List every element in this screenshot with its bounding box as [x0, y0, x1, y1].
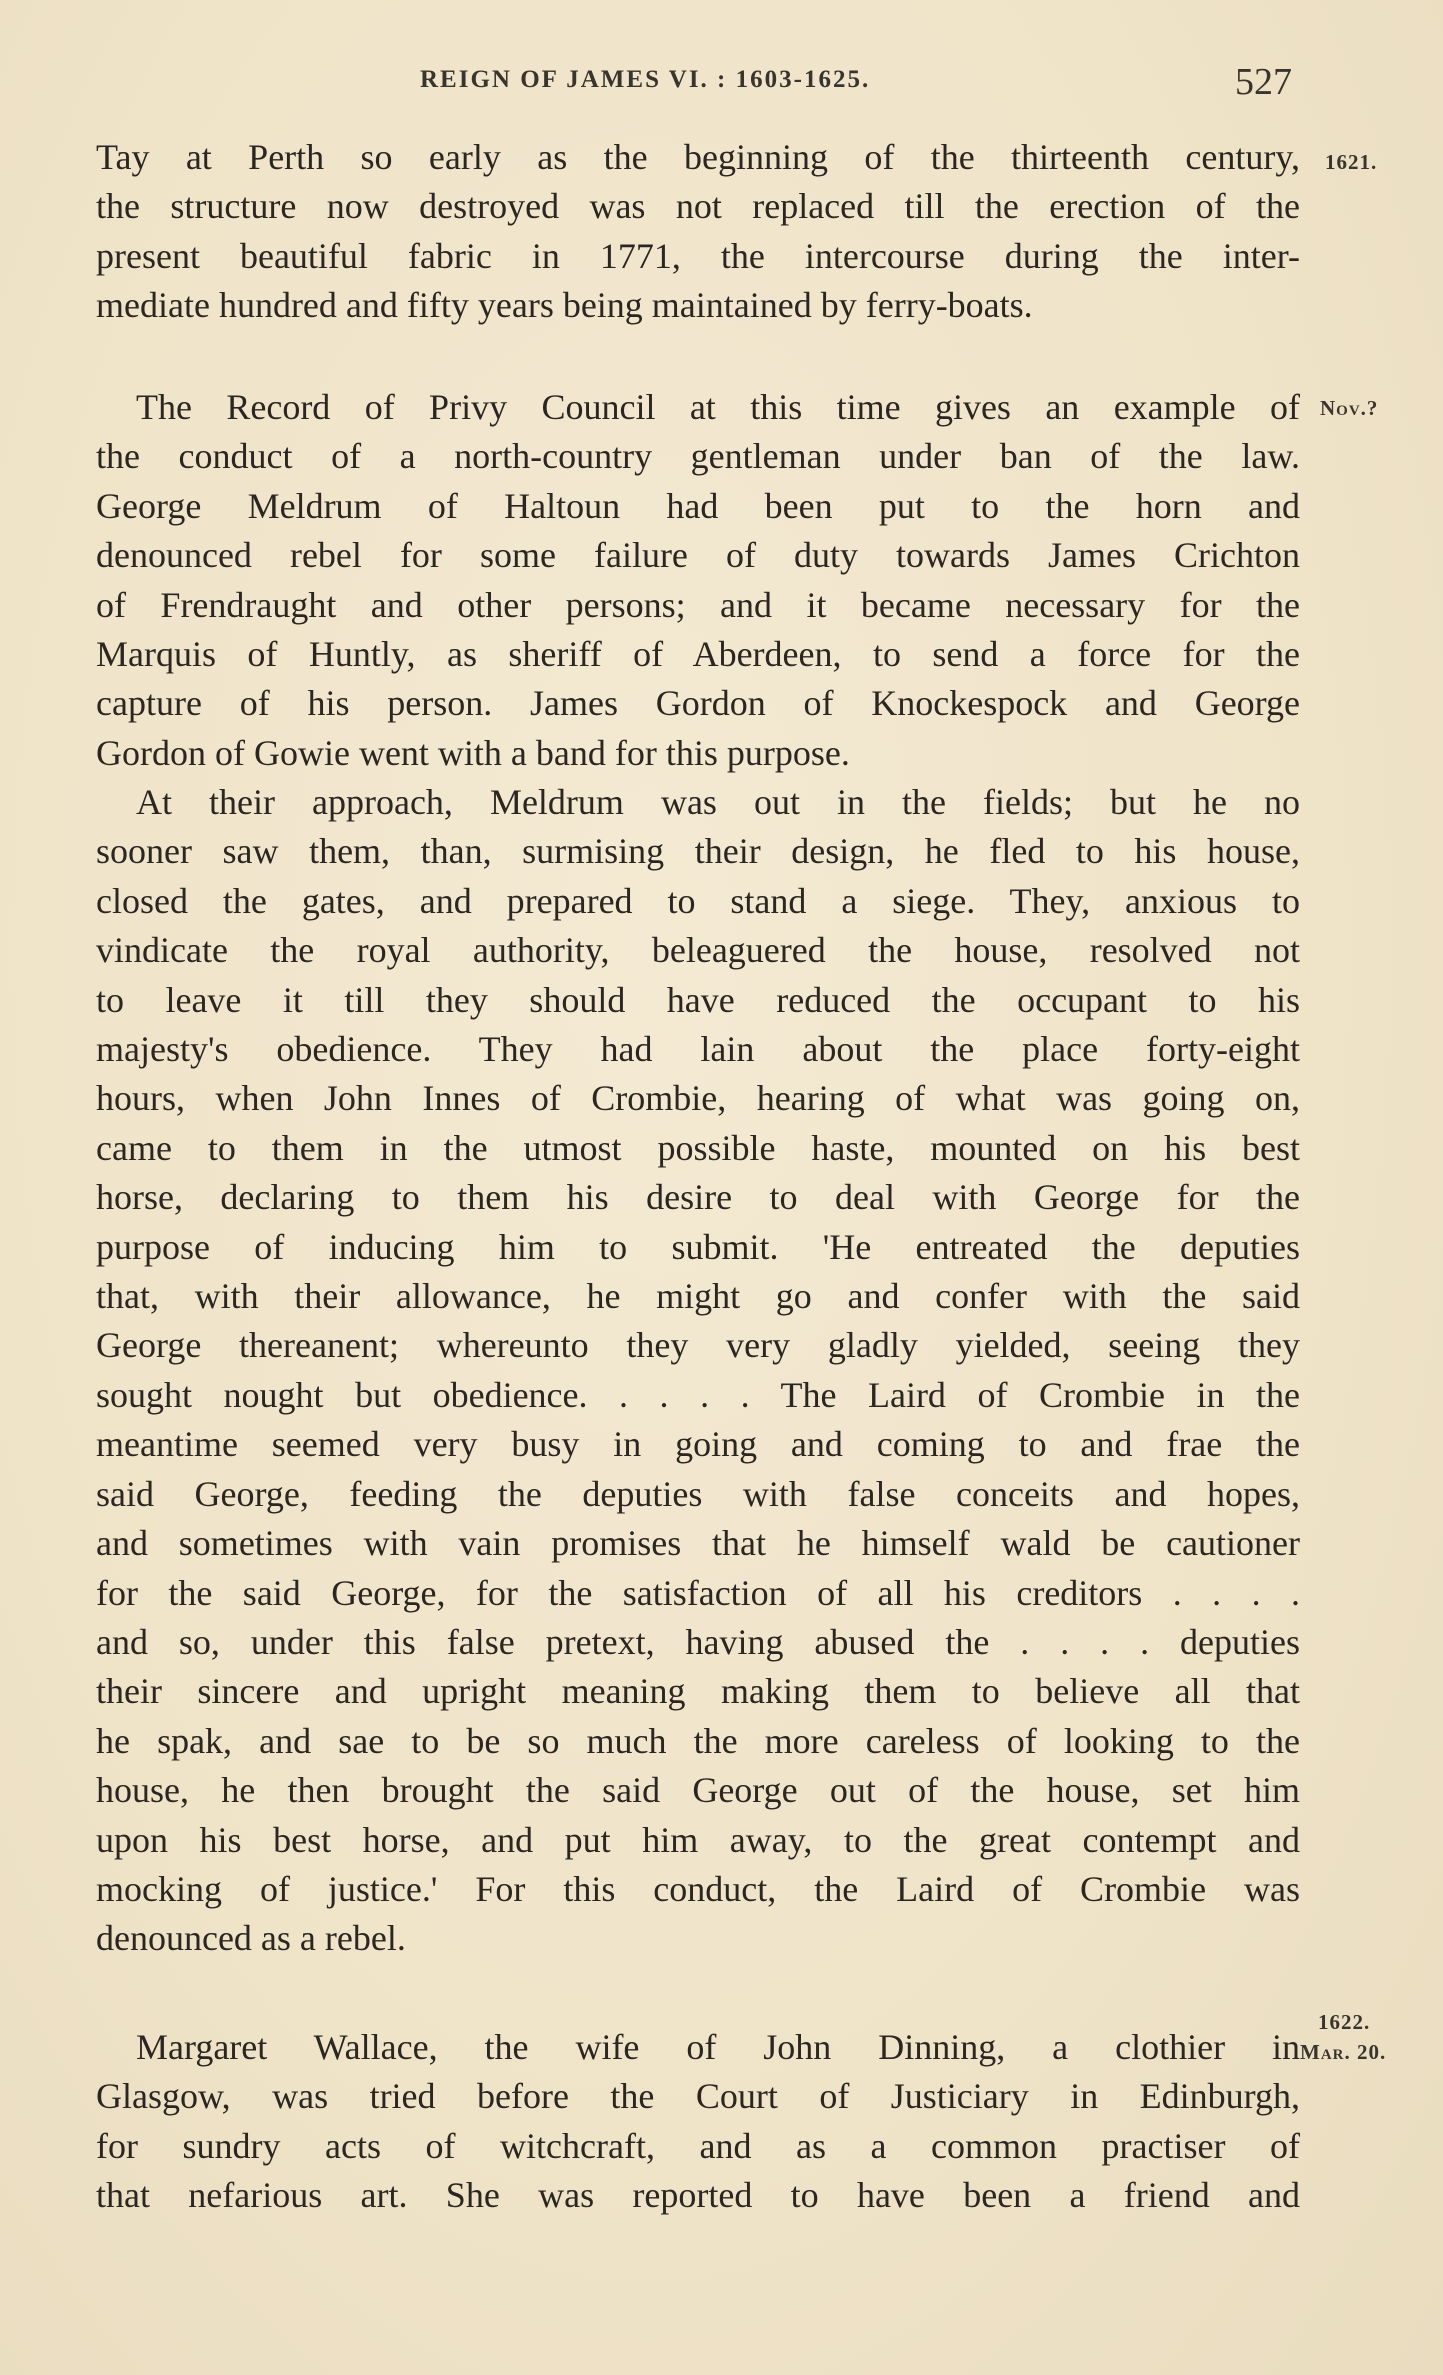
margin-note-year-1622: 1622. [1318, 2010, 1371, 2034]
text-line: to leave it till they should have reduced the occupant to his [96, 979, 1300, 1020]
text-line: capture of his person. James Gordon of Knockespock and George [96, 683, 1300, 724]
paragraph-perth-bridge [96, 133, 1300, 331]
text-line: The Record of Privy Council at this time gives an example of [136, 387, 1300, 427]
text-line: Glasgow, was tried before the Court of Justiciary in Edinburgh, [96, 2076, 1300, 2117]
text-line: said George, feeding the deputies with false conceits and hopes, [96, 1473, 1300, 1514]
margin-note-mar-20: Mar. 20. [1300, 2040, 1387, 2064]
text-line: vindicate the royal authority, beleaguered the house, resolved not [96, 930, 1300, 971]
text-line: denounced as a rebel. [96, 1918, 406, 1959]
text-line: present beautiful fabric in 1771, the intercourse during the inter- [96, 235, 1300, 276]
margin-note-year-1621: 1621. [1325, 150, 1378, 174]
text-line: horse, declaring to them his desire to deal with George for the [96, 1177, 1300, 1218]
paragraph-privy-council [96, 383, 1300, 778]
text-line: sooner saw them, than, surmising their design, he fled to his house, [96, 831, 1300, 872]
text-line: purpose of inducing him to submit. 'He entreated the deputies [96, 1226, 1300, 1267]
text-line: denounced rebel for some failure of duty towards James Crichton [96, 535, 1300, 576]
text-line: Marquis of Huntly, as sheriff of Aberdeen, to send a force for the [96, 634, 1300, 675]
text-line: closed the gates, and prepared to stand a siege. They, anxious to [96, 880, 1300, 921]
text-line: George Meldrum of Haltoun had been put to the horn and [96, 485, 1300, 526]
text-line: meantime seemed very busy in going and coming to and frae the [96, 1424, 1300, 1465]
text-line: At their approach, Meldrum was out in the fields; but he no [136, 782, 1300, 822]
text-line: Tay at Perth so early as the beginning of the thirteenth century, [96, 137, 1300, 177]
text-line: mediate hundred and fifty years being maintained by ferry-boats. [96, 285, 1033, 326]
text-line: that, with their allowance, he might go and confer with the said [96, 1276, 1300, 1317]
text-line: house, he then brought the said George out of the house, set him [96, 1770, 1300, 1811]
paragraph-margaret-wallace [96, 2023, 1300, 2221]
text-line: he spak, and sae to be so much the more careless of looking to the [96, 1720, 1300, 1761]
margin-note-nov: Nov.? [1320, 396, 1379, 420]
text-line: mocking of justice.' For this conduct, the Laird of Crombie was [96, 1868, 1300, 1909]
text-line: majesty's obedience. They had lain about the place forty-eight [96, 1029, 1300, 1070]
text-line: upon his best horse, and put him away, to the great contempt and [96, 1819, 1300, 1860]
text-line: for sundry acts of witchcraft, and as a common practiser of [96, 2125, 1300, 2166]
text-line: hours, when John Innes of Crombie, hearing of what was going on, [96, 1078, 1300, 1119]
text-line: Gordon of Gowie went with a band for this purpose. [96, 732, 850, 773]
text-line: the conduct of a north-country gentleman under ban of the law. [96, 436, 1300, 477]
text-line: and so, under this false pretext, having abused the . . . . deputies [96, 1621, 1300, 1662]
text-line: sought nought but obedience. . . . . The Laird of Crombie in the [96, 1374, 1300, 1415]
text-line: the structure now destroyed was not replaced till the erection of the [96, 186, 1300, 227]
text-line: of Frendraught and other persons; and it became necessary for the [96, 584, 1300, 625]
text-line: George thereanent; whereunto they very gladly yielded, seeing they [96, 1325, 1300, 1366]
text-line: came to them in the utmost possible haste, mounted on his best [96, 1127, 1300, 1168]
text-line: and sometimes with vain promises that he himself wald be cautioner [96, 1523, 1300, 1564]
running-head: REIGN OF JAMES VI. : 1603-1625. [420, 66, 871, 93]
text-line: their sincere and upright meaning making them to believe all that [96, 1671, 1300, 1712]
paragraph-meldrum-siege [96, 778, 1300, 1964]
text-line: that nefarious art. She was reported to have been a friend and [96, 2175, 1300, 2216]
text-line: Margaret Wallace, the wife of John Dinning, a clothier in [136, 2027, 1300, 2067]
text-line: for the said George, for the satisfaction of all his creditors . . . . [96, 1572, 1300, 1613]
page-number: 527 [1235, 61, 1292, 103]
